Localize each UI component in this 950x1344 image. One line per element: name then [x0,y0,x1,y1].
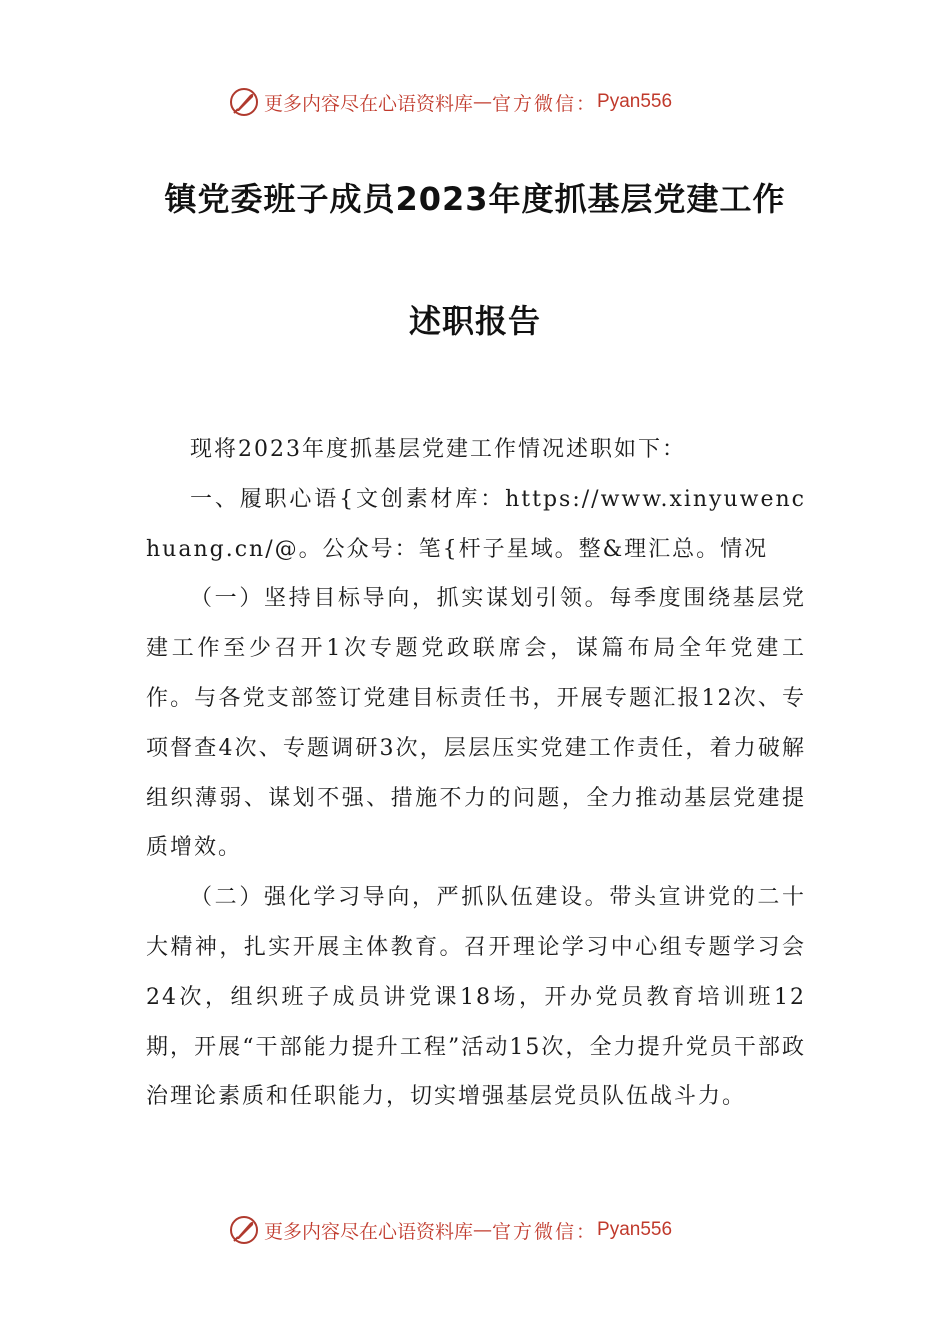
body-paragraph-section-heading: 一、履职心语{文创素材库：https://www.xinyuwenchuang.cn/@。公众号：笔{杆子星域。整&理汇总。情况 [146,486,806,562]
document-body [146,425,806,1122]
body-paragraph-intro: 现将2023年度抓基层党建工作情况述职如下： [190,437,686,462]
document-title-line1: 镇党委班子成员2023年度抓基层党建工作 [164,180,786,218]
header-watermark [228,82,748,122]
quill-pen-logo-icon [228,1214,260,1246]
quill-pen-logo-icon [228,86,260,118]
body-paragraph-item-2: （二）强化学习导向，严抓队伍建设。带头宣讲党的二十大精神，扎实开展主体教育。召开理论学习中心组专题学习会24次，组织班子成员讲党课18场，开办党员教育培训班12期，开展“干部能力提升工程”活动15次，全力提升党员干部政治理论素质和任职能力，切实增强基层党员队伍战斗力。 [146,885,806,1110]
document-title-line2: 述职报告 [408,302,541,340]
body-paragraph-item-1: （一）坚持目标导向，抓实谋划引领。每季度围绕基层党建工作至少召开1次专题党政联席会，谋篇布局全年党建工作。与各党支部签订党建目标责任书，开展专题汇报12次、专项督查4次、专题调研3次，层层压实党建工作责任，着力破解组织薄弱、谋划不强、措施不力的问题，全力推动基层党建提质增效。 [146,586,806,861]
watermark-wechat-label: 官方微信： [492,92,598,115]
watermark-wechat-id: Pyan556 [597,1219,673,1240]
footer-watermark [228,1210,748,1250]
watermark-wechat-label: 官方微信： [492,1220,598,1243]
watermark-wechat-id: Pyan556 [597,91,673,112]
watermark-text: 更多内容尽在心语资料库 [264,1220,474,1243]
watermark-dash: — [473,1219,493,1241]
watermark-text: 更多内容尽在心语资料库 [264,92,474,115]
watermark-dash: — [473,91,493,113]
